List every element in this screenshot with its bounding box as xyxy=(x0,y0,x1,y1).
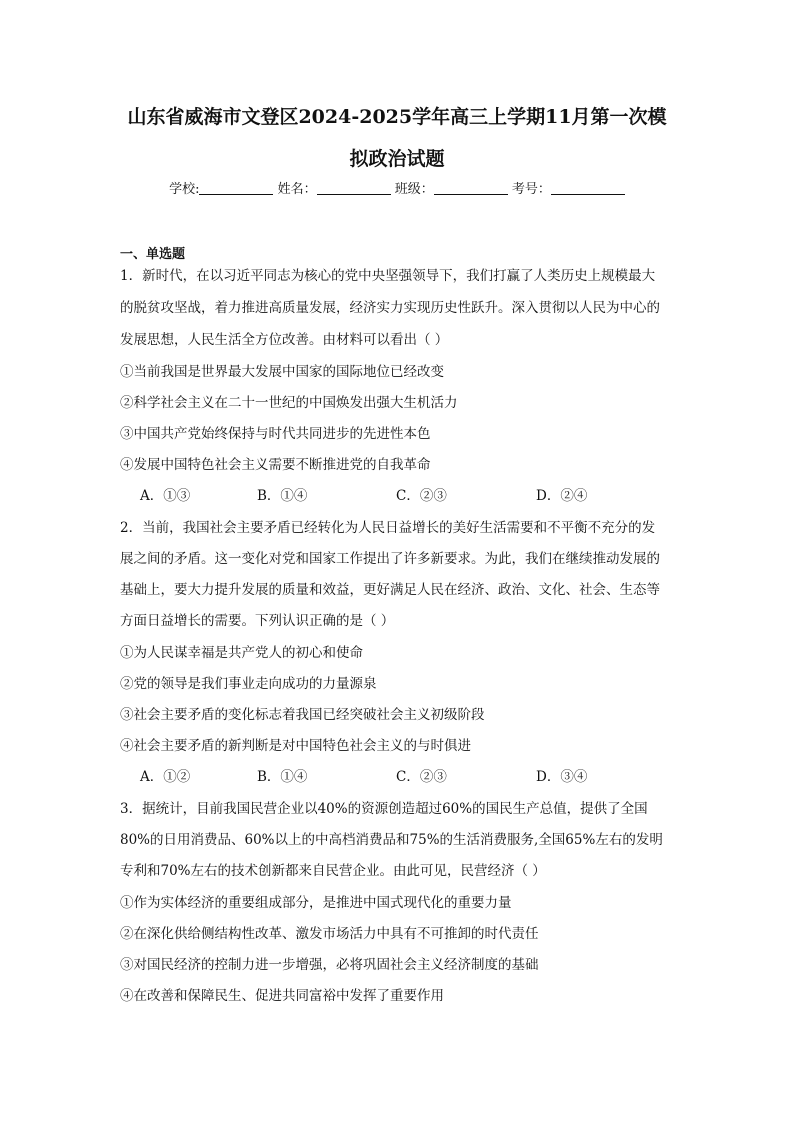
q1-item: ①当前我国是世界最大发展中国家的国际地位已经改变 xyxy=(120,364,444,380)
q3-item: ③对国民经济的控制力进一步增强，必将巩固社会主义经济制度的基础 xyxy=(120,957,539,973)
q2-stem-line: 基础上，要大力提升发展的质量和效益，更好满足人民在经济、政治、文化、社会、生态等 xyxy=(120,582,660,598)
q2-stem-line: 方面日益增长的需要。下列认识正确的是（ ） xyxy=(120,613,395,629)
q1-item: ②科学社会主义在二十一世纪的中国焕发出强大生机活力 xyxy=(120,395,458,411)
q1-stem-line: 的脱贫攻坚战，着力推进高质量发展，经济实力实现历史性跃升。深入贯彻以人民为中心的 xyxy=(120,300,660,316)
q1-item: ④发展中国特色社会主义需要不断推进党的自我革命 xyxy=(120,457,431,473)
q2-item: ③社会主要矛盾的变化标志着我国已经突破社会主义初级阶段 xyxy=(120,707,485,723)
q2-item: ④社会主要矛盾的新判断是对中国特色社会主义的与时俱进 xyxy=(120,738,471,754)
q1-item: ③中国共产党始终保持与时代共同进步的先进性本色 xyxy=(120,426,431,442)
q3-item: ①作为实体经济的重要组成部分，是推进中国式现代化的重要力量 xyxy=(120,895,512,911)
q1-stem-line: 发展思想，人民生活全方位改善。由材料可以看出（ ） xyxy=(120,332,449,348)
q1-option-a[interactable]: A．①③ xyxy=(140,488,191,504)
q3-item: ④在改善和保障民生、促进共同富裕中发挥了重要作用 xyxy=(120,988,444,1004)
q2-option-b[interactable]: B．①④ xyxy=(257,769,308,785)
q2-item: ①为人民谋幸福是共产党人的初心和使命 xyxy=(120,645,363,661)
section-heading: 一、单选题 xyxy=(120,247,186,262)
q2-item: ②党的领导是我们事业走向成功的力量源泉 xyxy=(120,676,377,692)
q1-stem-line: 1．新时代，在以习近平同志为核心的党中央坚强领导下，我们打赢了人类历史上规模最大 xyxy=(120,268,656,284)
q2-option-d[interactable]: D．③④ xyxy=(536,769,588,785)
q2-stem-line: 展之间的矛盾。这一变化对党和国家工作提出了许多新要求。为此，我们在继续推动发展的 xyxy=(120,551,660,567)
q2-option-a[interactable]: A．①② xyxy=(140,769,191,785)
q2-option-c[interactable]: C．②③ xyxy=(396,769,447,785)
school-label: 学校: xyxy=(169,182,200,197)
name-label: 姓名： xyxy=(277,182,317,197)
q3-stem-line: 3．据统计，目前我国民营企业以40%的资源创造超过60%的国民生产总值，提供了全国 xyxy=(120,801,648,817)
exam-title-line2: 拟政治试题 xyxy=(349,148,445,170)
class-blank[interactable] xyxy=(434,180,508,195)
q3-item: ②在深化供给侧结构性改革、激发市场活力中具有不可推卸的时代责任 xyxy=(120,926,539,942)
student-info-row xyxy=(0,180,794,200)
q3-stem-line: 80%的日用消费品、60%以上的中高档消费品和75%的生活消费服务,全国65%左右的发明 xyxy=(120,832,663,848)
q1-option-d[interactable]: D．②④ xyxy=(536,488,588,504)
exam-title-line1: 山东省威海市文登区2024-2025学年高三上学期11月第一次模 xyxy=(127,106,667,128)
exam-no-label: 考号： xyxy=(511,182,551,197)
q1-option-b[interactable]: B．①④ xyxy=(257,488,308,504)
q3-stem-line: 专利和70%左右的技术创新都来自民营企业。由此可见，民营经济（ ） xyxy=(120,863,546,879)
school-blank[interactable] xyxy=(199,180,273,195)
exam-no-blank[interactable] xyxy=(551,180,625,195)
class-label: 班级： xyxy=(394,182,434,197)
q1-option-c[interactable]: C．②③ xyxy=(396,488,447,504)
name-blank[interactable] xyxy=(317,180,391,195)
q2-stem-line: 2．当前，我国社会主要矛盾已经转化为人民日益增长的美好生活需要和不平衡不充分的发 xyxy=(120,520,656,536)
